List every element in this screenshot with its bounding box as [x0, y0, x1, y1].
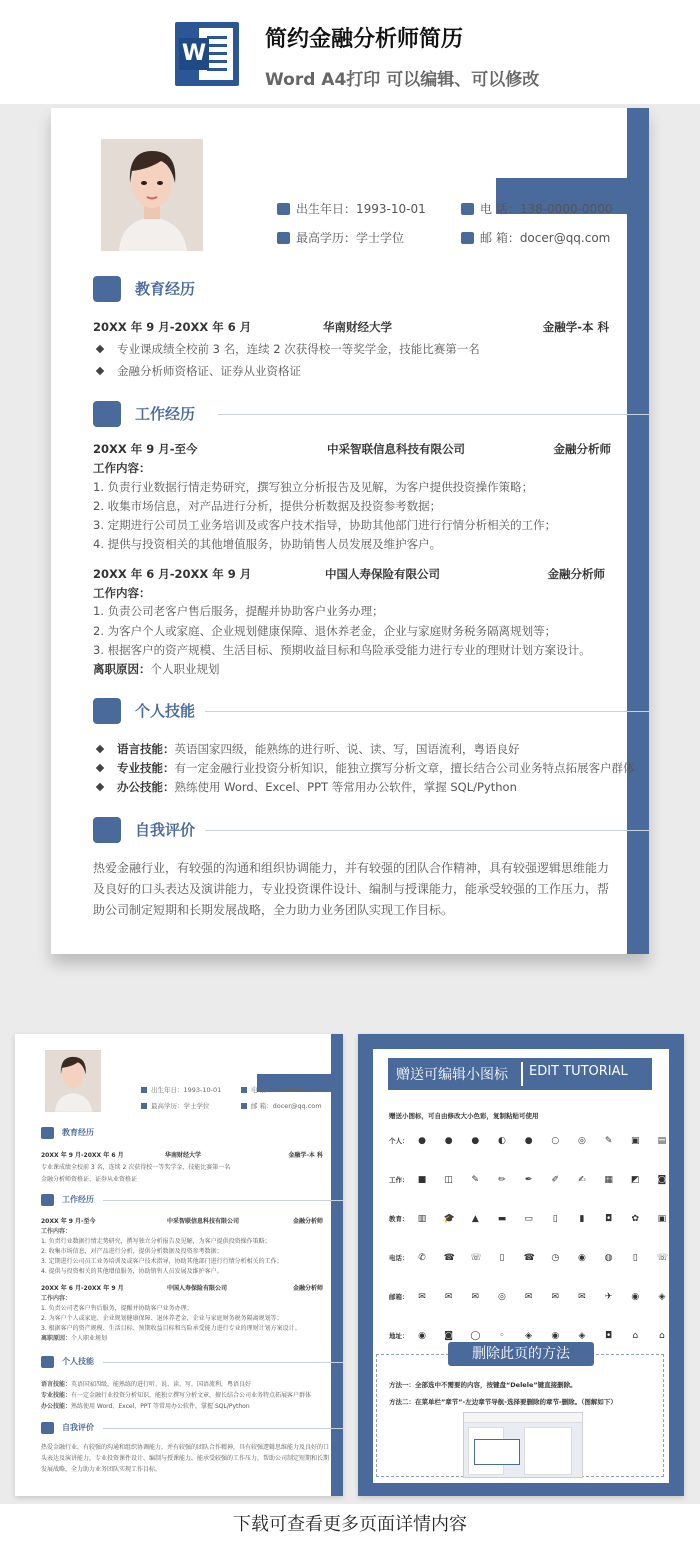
icon-row: 地址： ◉ ◙ ◯ ◦ ◈ ◉ ◈ ◘ ⌂ ⌂	[389, 1329, 659, 1343]
mail-icon: ✉	[471, 1292, 480, 1302]
phone-icon: ☏	[470, 1253, 482, 1263]
work-content-label: 工作内容：	[93, 586, 151, 600]
delete-method-title: 删除此页的方法	[448, 1342, 594, 1366]
id-card-icon: ▣	[630, 1136, 640, 1146]
write-icon: ✍	[578, 1175, 586, 1185]
book-icon: ▯	[552, 1214, 558, 1224]
method-one: 方法一：全部选中不需要的内容，按键盘“Delele”键直接删除。	[389, 1381, 577, 1389]
phone-icon: ◉	[578, 1253, 586, 1263]
location-icon: ◙	[444, 1331, 454, 1341]
briefcase-icon: ■	[417, 1175, 427, 1185]
mobile-icon: ▯	[499, 1253, 505, 1263]
section-square-icon	[93, 276, 121, 302]
book-icon: ▮	[579, 1214, 585, 1224]
resume-thumbnail: 出生年日：1993-10-01 电 话：138-0000-0000 最高学历：学士学位 邮 箱：docer@qq.com 教育经历 20XX 年 9 月-20XX 年 6 月 华南财经大学 金融学-本 科 专业课成绩全校前 3 名，连续 2 次获得校一等奖学金，技能比赛第一名 金融分析师资格证、证券从业资格证 工作经历 20XX 年 9 月-至今 中采智联信息科技有限公司 金融分析师 工作内容： 1. 负责行业数据行情走势研究，撰写独立分析报告及见解，为客户提供投资操作策略； 2. 收集市场信息，对产品进行分析，提供分析数据及投资参考数据； 3. 定期进行公司员工业务培训及或客户技术指导，协助其他部门进行行情分析相关的工作； 4. 提供与投资相关的其他增值服务，协助销售人员发展及维护客户。 20XX 年 6 月-20XX 年 9 月 中国人寿保险有限公司 金融分析师 工作内容： 1. 负责公司老客户售后服务，提醒并协助客户业务办理； 2. 为客户个人或家庭、企业规划健康保障、退休养老金，企业与家庭财务税务隔离规划等； 3. 根据客户的资产规模、生活目标、预期收益目标和鸟险承受能力进行专业的理财计划方案设计。 离职原因：个人职业规划 个人技能 语言技能：英语国家四级，能熟练的进行听、说、读、写，国语流利，粤语良好 专业技能：有一定金融行业投资分析知识，能独立撰写分析文章，擅长结合公司业务特点拓展客户群体 办公技能：熟练使用 Word、Excel、PPT 等常用办公软件，掌握 SQL/Python 自我评价 热爱金融行业，有较强的沟通和组织协调能力，并有较强的团队合作精神，具有较强逻辑思维能力及良好的口头表达及演讲能力，专业投资课件设计、编制与授课能力，能承受较强的工作压力，帮助公司制定短期和长期发展战略，全力助力业务团队实现工作目标。	[15, 1034, 343, 1496]
profile-photo	[101, 139, 203, 251]
list-item: 2. 收集市场信息，对产品进行分析，提供分析数据及投资参考数据；	[93, 499, 442, 513]
section-square-icon	[93, 698, 121, 724]
location-icon: ◘	[605, 1331, 613, 1341]
document-icon: ◩	[630, 1175, 640, 1185]
bag-icon: ◘	[605, 1214, 613, 1224]
work-content-label: 工作内容：	[93, 461, 151, 475]
person-icon: ◐	[498, 1136, 506, 1146]
location-icon: ◉	[418, 1331, 426, 1341]
phone-icon: ☏	[656, 1253, 669, 1263]
flower-icon: ✿	[631, 1214, 640, 1224]
person-icon: ○	[551, 1136, 560, 1146]
skill-item: 专业技能：有一定金融行业投资分析知识，能独立撰写分析文章，擅长结合公司业务特点拓展客户群体	[93, 760, 635, 776]
location-icon: ◯	[470, 1331, 481, 1341]
footer-caption: 下载可查看更多页面详情内容	[233, 1514, 467, 1535]
person-icon: ●	[444, 1136, 453, 1146]
graduation-cap-icon: ▲	[471, 1214, 479, 1224]
icon-row: 工作： ■ ◫ ✎ ✏ ✒ ✐ ✍ ▦ ◩ ◙	[389, 1175, 667, 1185]
word-letter: W	[179, 38, 209, 70]
education-row: 20XX 年 9 月-20XX 年 6 月 华南财经大学 金融学-本 科	[93, 320, 609, 334]
icon-row: 教育： ▥ 🎓 ▲ ▬ ▭ ▯ ▮ ◘ ✿ ▣	[389, 1214, 667, 1224]
book-icon: ▥	[417, 1214, 427, 1224]
email-info: 邮 箱：docer@qq.com	[461, 229, 610, 246]
home-icon: ⌂	[659, 1331, 665, 1341]
calendar-icon	[277, 203, 290, 215]
method-two: 方法二：在菜单栏”章节”-左边章节导航-选择要删除的章节-删除。（图解如下）	[389, 1398, 617, 1406]
header-banner	[0, 0, 700, 104]
person-icon: ✎	[604, 1136, 613, 1146]
list-item: 2. 为客户个人或家庭、企业规划健康保障、退休养老金，企业与家庭财务税务隔离规划等；	[93, 624, 557, 638]
education-info: 最高学历：学士学位	[277, 229, 404, 246]
list-item: 1. 负责行业数据行情走势研究，撰写独立分析报告及见解，为客户提供投资操作策略；	[93, 480, 534, 494]
self-evaluation-text: 热爱金融行业，有较强的沟通和组织协调能力，并有较强的团队合作精神，具有较强逻辑思维能力及良好的口头表达及演讲能力，专业投资课件设计、编制与授课能力，能承受较强的工作压力，帮助公司制定短期和长期发展战略，全力助力业务团队实现工作目标。	[93, 861, 610, 917]
person-icon: ◎	[578, 1136, 586, 1146]
edit-icon: ✎	[471, 1175, 480, 1185]
pen-icon: ✒	[524, 1175, 533, 1185]
accent-stripe	[627, 108, 649, 954]
section-square-icon	[93, 401, 121, 427]
section-square-icon	[93, 817, 121, 843]
person-icon: ●	[471, 1136, 480, 1146]
list-item: 1. 负责公司老客户售后服务，提醒并协助客户业务办理；	[93, 604, 384, 618]
list-item: 4. 提供与投资相关的其他增值服务，协助销售人员发展及维护客户。	[93, 537, 442, 551]
icon-row: 个人： ● ● ● ◐ ● ○ ◎ ✎ ▣ ▤	[389, 1136, 667, 1146]
pencil-icon: ✏	[498, 1175, 506, 1185]
paper-plane-icon: ✈	[604, 1292, 613, 1302]
list-item: 3. 定期进行公司员工业务培训及或客户技术指导，协助其他部门进行行情分析相关的工作；	[93, 518, 557, 532]
skill-item: 语言技能：英语国家四级，能熟练的进行听、说、读、写，国语流利，粤语良好	[93, 741, 520, 757]
document-icon: ◙	[657, 1175, 667, 1185]
mail-icon: ✉	[418, 1292, 426, 1302]
birth-info: 出生年日：1993-10-01	[277, 200, 426, 217]
icon-row: 电话： ✆ ☎ ☏ ▯ ☎ ◷ ◉ ◍ ▯ ☏	[389, 1253, 669, 1263]
word-app-icon	[175, 22, 239, 86]
work-row: 20XX 年 6 月-20XX 年 9 月 中国人寿保险有限公司 金融分析师	[93, 567, 605, 581]
person-icon: ●	[418, 1136, 426, 1146]
location-icon: ◉	[551, 1331, 560, 1341]
skill-item: 办公技能：熟练使用 Word、Excel、PPT 等常用办公软件，掌握 SQL/Python	[93, 779, 517, 795]
mail-icon: ✉	[578, 1292, 586, 1302]
degree-icon	[277, 232, 290, 244]
tutorial-screenshot	[463, 1412, 583, 1478]
location-icon: ◈	[525, 1331, 533, 1341]
list-item: 3. 根据客户的资产规模、生活目标、预期收益目标和鸟险承受能力进行专业的理财计划方案设计。	[93, 643, 591, 657]
list-item: 专业课成绩全校前 3 名，连续 2 次获得校一等奖学金，技能比赛第一名	[93, 341, 480, 357]
mouse-icon: ◈	[658, 1292, 666, 1302]
profile-photo-thumb	[45, 1050, 101, 1112]
leave-reason: 离职原因：个人职业规划	[93, 662, 220, 676]
person-icon: ●	[524, 1136, 533, 1146]
location-icon: ◈	[578, 1331, 586, 1341]
resume-page-preview: 出生年日：1993-10-01 电 话：138-0000-0000 最高学历：学士学位 邮 箱：docer@qq.com 教育经历 20XX 年 9 月-20XX 年 6 月 华南财经大学 金融学-本 科 专业课成绩全校前 3 名，连续 2 次获得校一等奖学金，技能比赛第一名 金融分析师资格证、证券从业资格证 工作经历 20XX 年 9 月-至今 中采智联信息科技有限公司 金融分析师 工作内容： 1. 负责行业数据行情走势研究，撰写独立分析报告及见解，为客户提供投资操作策略； 2. 收集市场信息，对产品进行分析，提供分析数据及投资参考数据； 3. 定期进行公司员工业务培训及或客户技术指导，协助其他部门进行行情分析相关的工作； 4. 提供与投资相关的其他增值服务，协助销售人员发展及维护客户。 20XX 年 6 月-20XX 年 9 月 中国人寿保险有限公司 金融分析师 工作内容： 1. 负责公司老客户售后服务，提醒并协助客户业务办理； 2. 为客户个人或家庭、企业规划健康保障、退休养老金，企业与家庭财务税务隔离规划等； 3. 根据客户的资产规模、生活目标、预期收益目标和鸟险承受能力进行专业的理财计划方案设计。 离职原因：个人职业规划 个人技能 语言技能：英语国家四级，能熟练的进行听、说、读、写，国语流利，粤语良好 专业技能：有一定金融行业投资分析知识，能独立撰写分析文章，擅长结合公司业务特点拓展客户群体 办公技能：熟练使用 Word、Excel、PPT 等常用办公软件，掌握 SQL/Python 自我评价 热爱金融行业，有较强的沟通和组织协调能力，并有较强的团队合作精神，具有较强逻辑思维能力及良好的口头表达及演讲能力，专业投资课件设计、编制与授课能力，能承受较强的工作压力，帮助公司制定短期和长期发展战略，全力助力业务团队实现工作目标。	[51, 108, 649, 954]
home-icon: ⌂	[632, 1331, 639, 1341]
phone-icon: ☎	[523, 1253, 535, 1263]
location-icon: ◦	[499, 1331, 505, 1341]
book-icon: ▭	[524, 1214, 533, 1224]
list-item: 金融分析师资格证、证券从业资格证	[93, 363, 301, 379]
tutorial-title-bar: 赠送可编辑小图标 EDIT TUTORIAL	[388, 1058, 652, 1090]
id-card-icon: ▤	[657, 1136, 667, 1146]
mobile-icon: ▯	[632, 1253, 638, 1263]
at-icon: ◎	[498, 1292, 506, 1302]
tutorial-hint: 赠送小图标，可自由修改大小色彩，复制粘贴可使用	[389, 1112, 539, 1120]
icon-row: 邮箱： ✉ ✉ ✉ ◎ ✉ ✉ ✉ ✈ ◉ ◈	[389, 1292, 666, 1302]
phone-icon: ☎	[443, 1253, 455, 1263]
icon-tutorial-thumbnail	[358, 1034, 684, 1496]
pen-icon: ✐	[551, 1175, 560, 1185]
phone-icon	[461, 203, 474, 215]
document-icon: ▦	[604, 1175, 613, 1185]
work-row: 20XX 年 9 月-至今 中采智联信息科技有限公司 金融分析师	[93, 442, 611, 456]
graduation-cap-icon: 🎓	[443, 1214, 455, 1224]
briefcase-icon: ◫	[444, 1175, 453, 1185]
phone-icon: ◷	[551, 1253, 560, 1263]
phone-icon: ◍	[604, 1253, 613, 1263]
mail-icon	[461, 232, 474, 244]
mail-icon: ✉	[524, 1292, 533, 1302]
page-subtitle: Word A4打印 可以编辑、可以修改	[265, 70, 540, 90]
board-icon: ▣	[657, 1214, 667, 1224]
chat-icon: ◉	[631, 1292, 640, 1302]
phone-icon: ✆	[418, 1253, 426, 1263]
mail-icon: ✉	[444, 1292, 453, 1302]
phone-info: 电 话：138-0000-0000	[461, 200, 612, 217]
mail-icon: ✉	[551, 1292, 560, 1302]
page-title: 简约金融分析师简历	[265, 27, 464, 52]
book-icon: ▬	[497, 1214, 507, 1224]
